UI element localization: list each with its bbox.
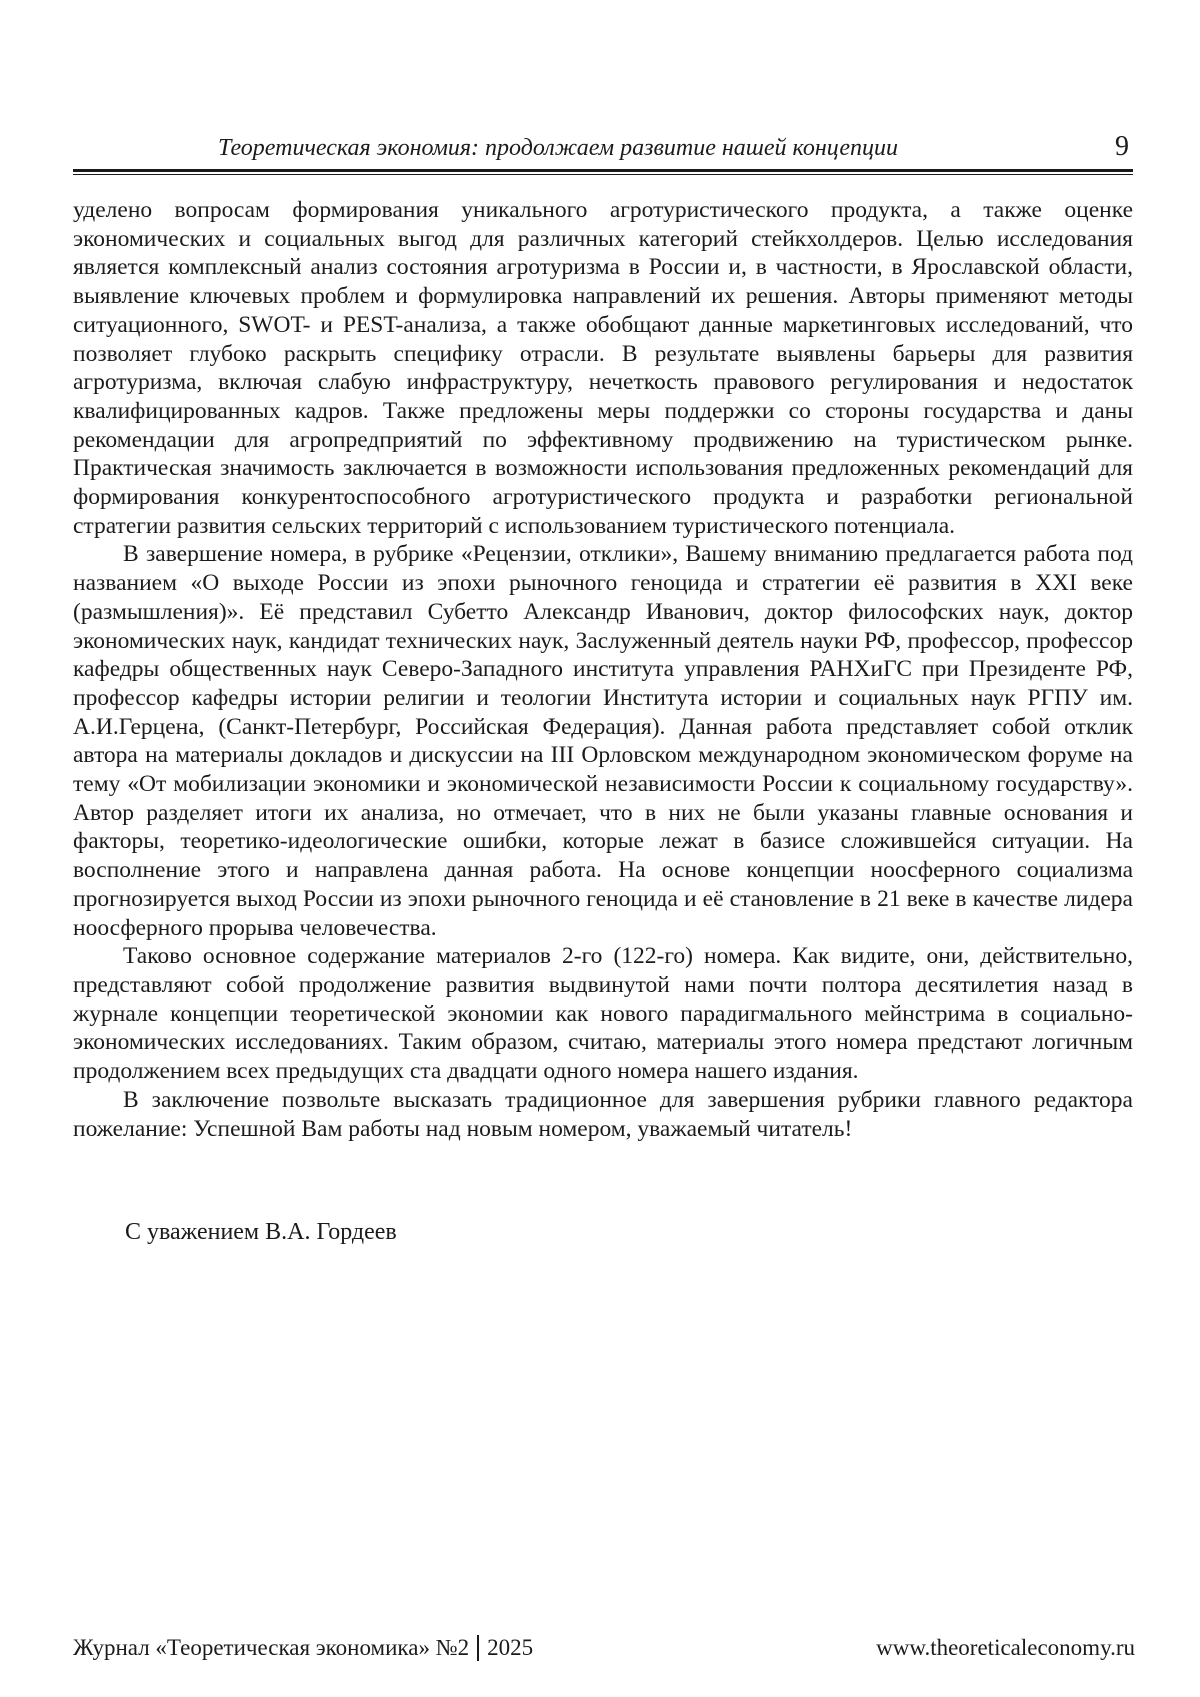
paragraph-closing-wish: В заключение позвольте высказать традиционное для завершения рубрики главного редактора пожелание: Успешной Вам работы над новым номером, уважаемый читатель! <box>73 1086 1133 1142</box>
page-footer <box>73 1634 1135 1662</box>
header-rule-thick <box>73 169 1133 172</box>
footer-journal-label: Журнал «Теоретическая экономика» №2 <box>73 1635 470 1660</box>
paragraph-annotation-continuation: уделено вопросам формирования уникального агротуристического продукта, а также оценке экономических и социальных выгод для различных категорий стейкхолдеров. Целью исследования является комплексный анализ состояния агротуризма в России и, в частности, в Ярославской области, выявление ключевых проблем и формулировка направлений их решения. Авторы применяют методы ситуационного, SWOT- и PEST-анализа, а также обобщают данные маркетинговых исследований, что позволяет глубоко раскрыть специфику отрасли. В результате выявлены барьеры для развития агротуризма, включая слабую инфраструктуру, нечеткость правового регулирования и недостаток квалифицированных кадров. Также предложены меры поддержки со стороны государства и даны рекомендации для агропредприятий по эффективному продвижению на туристическом рынке. Практическая значимость заключается в возможности использования предложенных рекомендаций для формирования конкурентоспособного агротуристического продукта и разработки региональной стратегии развития сельских территорий с использованием туристического потенциала. <box>73 197 1133 539</box>
footer-website-link: www.theoreticaleconomy.ru <box>876 1635 1135 1660</box>
page-number: 9 <box>1115 131 1129 162</box>
header-rule-thin <box>73 174 1133 175</box>
editor-signature: С уважением В.А. Гордеев <box>125 1219 397 1245</box>
running-title: Теоретическая экономия: продолжаем развитие нашей концепции <box>217 135 899 161</box>
footer-divider-bar <box>477 1635 479 1661</box>
paragraph-review-section: В завершение номера, в рубрике «Рецензии, отклики», Вашему вниманию предлагается работа под названием «О выходе России из эпохи рыночного геноцида и стратегии её развития в XXI веке (размышления)». Её представил Субетто Александр Иванович, доктор философских наук, доктор экономических наук, кандидат технических наук, Заслуженный деятель науки РФ, профессор, профессор кафедры общественных наук Северо-Западного института управления РАНХиГС при Президенте РФ, профессор кафедры истории религии и теологии Института истории и социальных наук РГПУ им. А.И.Герцена, (Санкт-Петербург, Российская Федерация). Данная работа представляет собой отклик автора на материалы докладов и дискуссии на III Орловском международном экономическом форуме на тему «От мобилизации экономики и экономической независимости России к социальному государству». Автор разделяет итоги их анализа, но отмечает, что в них не были указаны главные основания и факторы, теоретико-идеологические ошибки, которые лежат в базисе сложившейся ситуации. На восполнение этого и направлена данная работа. На основе концепции ноосферного социализма прогнозируется выход России из эпохи рыночного геноцида и её становление в 21 веке в качестве лидера ноосферного прорыва человечества. <box>73 541 1133 941</box>
footer-year: 2025 <box>487 1635 534 1660</box>
paragraph-issue-summary: Таково основное содержание материалов 2-го (122-го) номера. Как видите, они, действительно, представляют собой продолжение развития выдвинутой нами почти полтора десятилетия назад в журнале концепции теоретической экономии как нового парадигмального мейнстрима в социально-экономических исследованиях. Таким образом, считаю, материалы этого номера предстают логичным продолжением всех предыдущих ста двадцати одного номера нашего издания. <box>73 943 1133 1085</box>
header-row <box>73 133 1133 165</box>
page-header <box>73 133 1133 175</box>
article-body <box>73 196 1133 1143</box>
footer-journal-info <box>73 1634 533 1662</box>
